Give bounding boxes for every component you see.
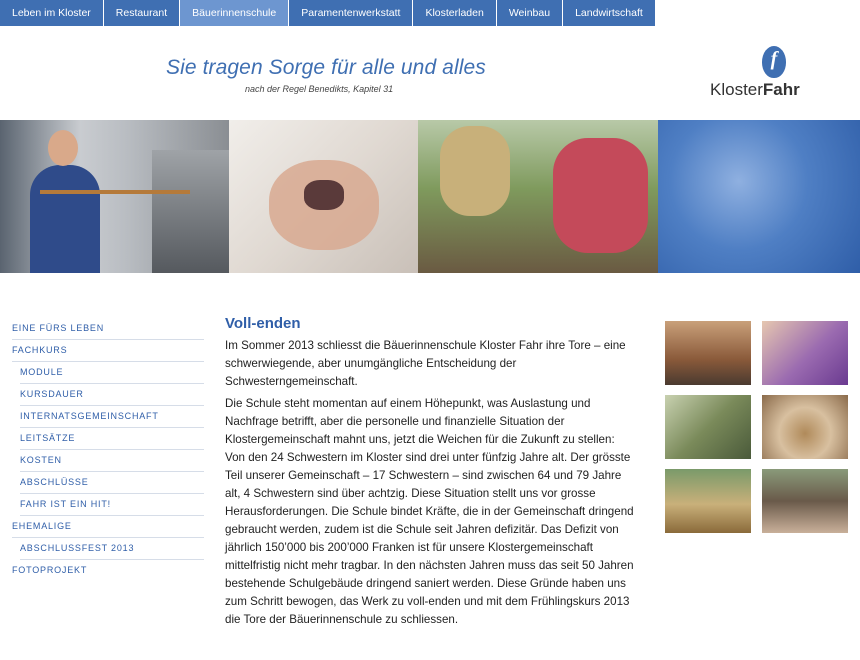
sidebar-item-fachkurs[interactable]: FACHKURS <box>12 340 204 362</box>
top-navigation <box>0 0 656 26</box>
header-banner <box>0 120 860 273</box>
nav-item-restaurant[interactable]: Restaurant <box>104 0 180 26</box>
body-paragraph: Die Schule steht momentan auf einem Höhepunkt, was Auslastung und Nachfrage betrifft, aber die personelle und finanzielle Situation der Klostergemeinschaft mahnt uns, jetzt die Weichen für die Zukunft zu stellen: Von den 24 Schwestern im Kloster sind drei unter fünfzig Jahre alt. Der grösste Teil unserer Gemeinschaft – 17 Schwestern – sind zwischen 64 und 79 Jahre alt, 4 Schwestern sind über achtzig. Diese Situation stellt uns vor grosse Herausforderungen. Die Schule bindet Kräfte, die in der Gemeinschaft dringend gebraucht werden, zudem ist die Schule seit Jahren defizitär. Das Defizit von jährlich 150’000 bis 200’000 Franken ist für unsere Klostergemeinschaft mittelfristig nicht mehr tragbar. In den nächsten Jahren muss das seit 50 Jahren bestehende Schulgebäude dringend saniert werden. Diese Gründe haben uns zum Schritt bewogen, das Werk zu voll-enden und mit dem Frühlingskurs 2013 die Tore der Bäuerinnenschule zu schliessen. <box>225 397 634 626</box>
nav-item-baeuerinnenschule[interactable]: Bäuerinnenschule <box>180 0 289 26</box>
slogan: Sie tragen Sorge für alle und alles <box>166 56 486 79</box>
sidebar-item-fahr-ist-ein-hit[interactable]: FAHR IST EIN HIT! <box>20 494 204 516</box>
thumbnail-photo[interactable] <box>665 469 751 533</box>
sidebar-item-module[interactable]: MODULE <box>20 362 204 384</box>
sidebar-item-fotoprojekt[interactable]: FOTOPROJEKT <box>12 565 88 575</box>
intro-paragraph: Im Sommer 2013 schliesst die Bäuerinnenschule Kloster Fahr ihre Tore – eine schwerwiegende, aber unumgängliche Entscheidung der Schwesterngemeinschaft. <box>225 339 626 388</box>
banner-image-baking <box>0 120 229 273</box>
thumbnail-photo[interactable] <box>762 469 848 533</box>
logo-text: KlosterFahr <box>710 80 800 99</box>
thumbnail-photo[interactable] <box>762 395 848 459</box>
sidebar-item-abschlussfest-2013[interactable]: ABSCHLUSSFEST 2013 <box>20 538 204 560</box>
thumbnail-photo[interactable] <box>665 321 751 385</box>
sidebar-item-abschluesse[interactable]: ABSCHLÜSSE <box>20 472 204 494</box>
nav-item-leben-im-kloster[interactable]: Leben im Kloster <box>0 0 104 26</box>
sidebar-item-ehemalige[interactable]: EHEMALIGE <box>12 516 204 538</box>
banner-image-gardening <box>418 120 658 273</box>
sidebar-navigation <box>12 318 204 582</box>
nav-item-klosterladen[interactable]: Klosterladen <box>413 0 496 26</box>
photo-thumbnails <box>665 321 849 533</box>
thumbnail-photo[interactable] <box>762 321 848 385</box>
nav-item-weinbau[interactable]: Weinbau <box>497 0 563 26</box>
sidebar-item-kursdauer[interactable]: KURSDAUER <box>20 384 204 406</box>
kloster-fahr-logo[interactable] <box>708 46 808 106</box>
sidebar-item-leitsaetze[interactable]: LEITSÄTZE <box>20 428 204 450</box>
main-content <box>225 315 635 633</box>
sidebar-item-eine-fuers-leben[interactable]: EINE FÜRS LEBEN <box>12 318 204 340</box>
nav-item-landwirtschaft[interactable]: Landwirtschaft <box>563 0 656 26</box>
nav-item-paramentenwerkstatt[interactable]: Paramentenwerkstatt <box>289 0 413 26</box>
thumbnail-photo[interactable] <box>665 395 751 459</box>
banner-image-blue-flowers <box>658 120 860 273</box>
slogan-source: nach der Regel Benedikts, Kapitel 31 <box>245 84 394 94</box>
page-header <box>0 26 860 120</box>
page-title: Voll-enden <box>225 315 301 332</box>
logo-f-icon: f <box>762 46 786 78</box>
sidebar-item-internatsgemeinschaft[interactable]: INTERNATSGEMEINSCHAFT <box>20 406 204 428</box>
sidebar-item-kosten[interactable]: KOSTEN <box>20 450 204 472</box>
banner-image-knitting <box>229 120 418 273</box>
